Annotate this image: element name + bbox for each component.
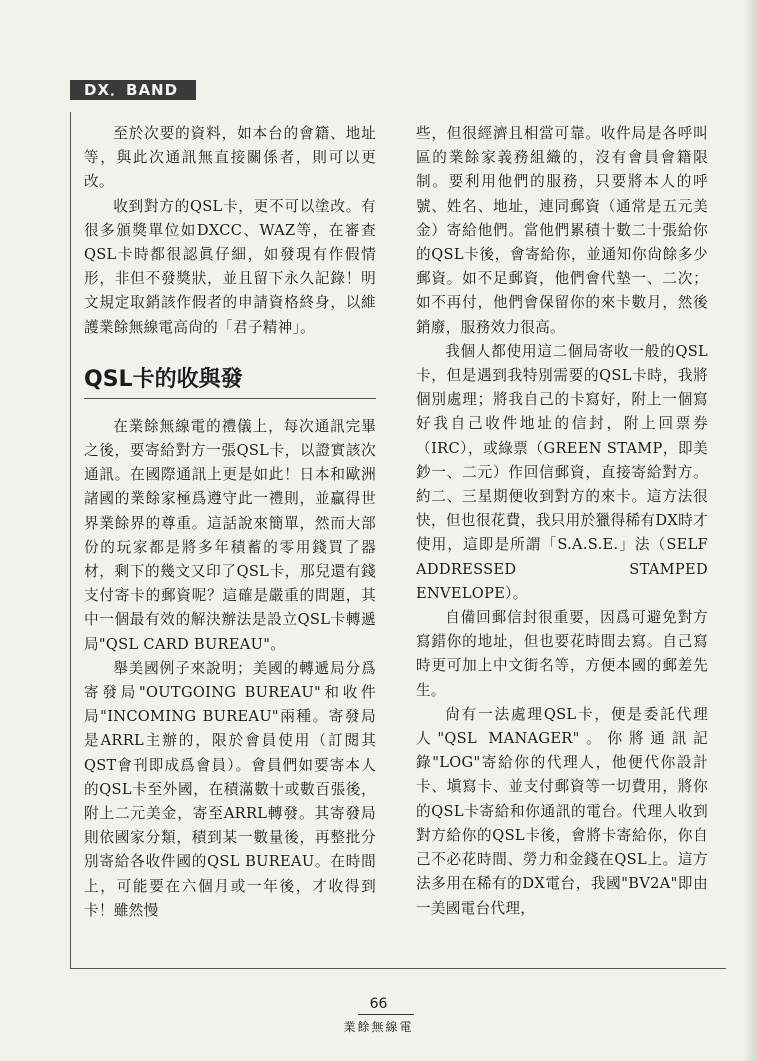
section-heading: QSL卡的收與發	[84, 366, 376, 399]
paragraph: 舉美國例子來說明；美國的轉遞局分爲寄發局"OUTGOING BUREAU"和收件局"INCOMING BUREAU"兩種。寄發局是ARRL主辦的，限於會員使用（訂閱其QST會刊即成爲會員）。會員們如要寄本人的QSL卡至外國，在積滿數十或數百張後，附上二元美金，寄至ARRL轉發。其寄發局則依國家分類，積到某一數量後，再整批分別寄給各收件國的QSL BUREAU。在時間上，可能要在六個月或一年後，才收得到卡！雖然慢	[84, 659, 376, 919]
paragraph: 些，但很經濟且相當可靠。收件局是各呼叫區的業餘家義務組織的，沒有會員會籍限制。要利用他們的服務，只要將本人的呼號、姓名、地址，連同郵資（通常是五元美金）寄給他們。當他們累積十數二十張給你的QSL卡後，會寄給你，並通知你尙餘多少郵資。如不足郵資，他們會代墊一、二次；如不再付，他們會保留你的來卡數月，然後銷廢，服務效力很高。	[416, 125, 708, 336]
paragraph: 收到對方的QSL卡，更不可以塗改。有很多頒獎單位如DXCC、WAZ等，在審查QSL卡時都很認眞仔細，如發現有作假情形，非但不發獎狀，並且留下永久記錄！明文規定取銷該作假者的申請資格終身，以維護業餘無線電高尙的「君子精神」。	[84, 197, 376, 336]
paragraph: 在業餘無線電的禮儀上，每次通訊完畢之後，要寄給對方一張QSL卡，以證實該次通訊。在國際通訊上更是如此！日本和歐洲諸國的業餘家極爲遵守此一禮則，並贏得世界業餘界的尊重。這話說來簡單，然而大部份的玩家都是將多年積蓄的零用錢買了器材，剩下的幾文又印了QSL卡，那兒還有錢支付寄卡的郵資呢？這確是嚴重的問題，其中一個最有效的解決辦法是設立QSL卡轉遞局"QSL CARD BUREAU"。	[84, 417, 376, 653]
magazine-title: 業餘無線電	[343, 1020, 414, 1034]
page-number: 66	[369, 996, 388, 1012]
paragraph: 至於次要的資料，如本台的會籍、地址等，與此次通訊無直接關係者，則可以更改。	[84, 125, 376, 191]
right-column	[416, 122, 708, 921]
paragraph: 我個人都使用這二個局寄收一般的QSL卡，但是遇到我特別需要的QSL卡時，我將個別處理；將我自己的卡寫好，附上一個寫好我自己收件地址的信封，附上回票券（IRC），或綠票（GREEN STAMP，即美鈔一、二元）作回信郵資，直接寄給對方。約二、三星期便收到對方的來卡。這方法很快，但也很花費，我只用於獵得稀有DX時才使用，這即是所謂「S.A.S.E.」法（SELF ADDRESSED STAMPED ENVELOPE）。	[416, 342, 708, 602]
left-rule	[70, 112, 71, 968]
paragraph: 自備回郵信封很重要，因爲可避免對方寫錯你的地址，但也要花時間去寫。自己寫時更可加上中文街名等，方便本國的郵差先生。	[416, 609, 708, 699]
footer-rule	[358, 1014, 414, 1015]
paragraph: 尙有一法處理QSL卡，便是委託代理人"QSL MANAGER"。你將通訊記錄"LOG"寄給你的代理人，他便代你設計卡、塡寫卡、並支付郵資等一切費用，將你的QSL卡寄給和你通訊的電台。代理人收到對方給你的QSL卡後，會將卡寄給你，你自己不必花時間、勞力和金錢在QSL上。這方法多用在稀有的DX電台，我國"BV2A"即由一美國電台代理，	[416, 705, 708, 917]
page-edge-shadow	[743, 0, 757, 1061]
bottom-rule	[70, 968, 726, 969]
left-column	[84, 122, 376, 923]
section-label: DX．BAND	[70, 80, 196, 100]
